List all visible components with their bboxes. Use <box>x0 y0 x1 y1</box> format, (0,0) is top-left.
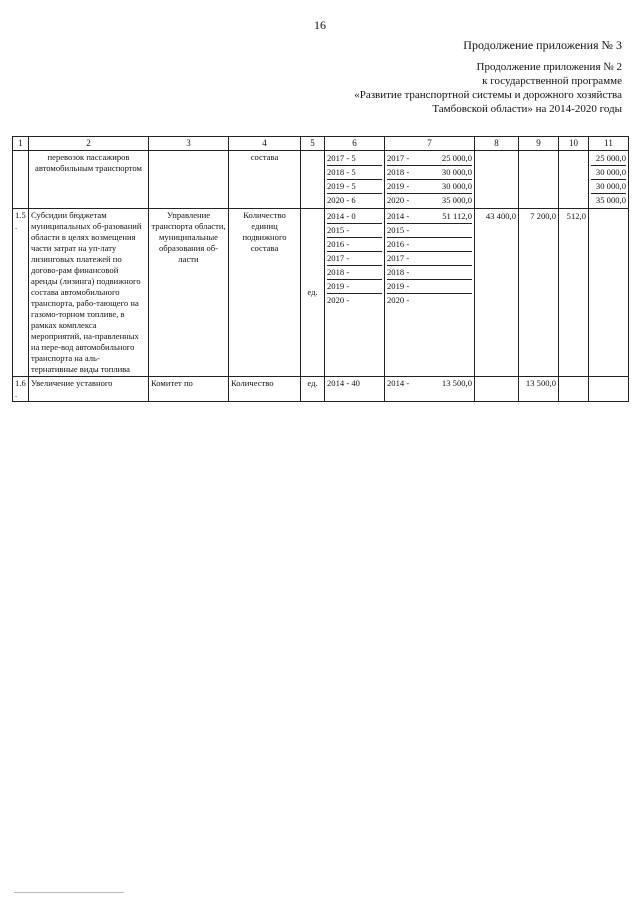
table-row <box>13 209 629 377</box>
year-label: 2017 - <box>387 251 472 265</box>
year-label: 2016 - <box>387 237 472 251</box>
appendix-line-2: к государственной программе <box>482 75 622 87</box>
column-header: 3 <box>149 137 229 151</box>
indicator-value: 2017 - <box>327 251 382 265</box>
scan-line <box>14 892 124 893</box>
amount: 25 000,0 <box>441 153 472 163</box>
unit: ед. <box>301 209 325 377</box>
year-label: 2020 - <box>387 293 472 307</box>
amount: 512,0 <box>566 211 586 221</box>
page-number: 16 <box>314 18 326 32</box>
column-header: 6 <box>325 137 385 151</box>
indicator-value: 2019 - 5 <box>327 179 382 193</box>
amount: 25 000,0 <box>595 153 626 163</box>
year-label: 2014 - <box>387 211 410 221</box>
measure-name: перевозок пассажиров автомобильным транспортом <box>29 151 149 209</box>
amount: 43 400,0 <box>485 211 516 221</box>
executor: Комитет по <box>149 377 229 402</box>
indicator-value: 2020 - <box>327 293 382 307</box>
indicator-value: 2016 - <box>327 237 382 251</box>
indicator-value: 2018 - 5 <box>327 165 382 179</box>
indicator-value: 2017 - 5 <box>327 153 356 163</box>
indicator-value: 2020 - 6 <box>327 193 382 207</box>
column-header: 8 <box>475 137 519 151</box>
amount: 13 500,0 <box>519 377 559 402</box>
table-header-row <box>13 137 629 151</box>
indicator-value: 2019 - <box>327 279 382 293</box>
column-header: 7 <box>385 137 475 151</box>
column-header: 1 <box>13 137 29 151</box>
indicator-name: Количество единиц подвижного состава <box>229 209 301 377</box>
year-label: 2019 - <box>387 181 410 191</box>
indicator-value: 2015 - <box>327 223 382 237</box>
year-label: 2018 - <box>387 167 410 177</box>
indicator-value: 2014 - 0 <box>327 211 356 221</box>
amount: 35 000,0 <box>591 193 626 207</box>
funding-by-year <box>385 151 475 209</box>
indicator-name: состава <box>229 151 301 209</box>
indicator-values <box>325 151 385 209</box>
column-header: 10 <box>559 137 589 151</box>
table-row <box>13 151 629 209</box>
row-number: 1.5. <box>13 209 29 377</box>
amount: 35 000,0 <box>441 195 472 205</box>
column-header: 11 <box>589 137 629 151</box>
column-header: 5 <box>301 137 325 151</box>
amount: 30 000,0 <box>591 179 626 193</box>
year-label: 2019 - <box>387 279 472 293</box>
funding-by-year <box>385 209 475 377</box>
column-header: 9 <box>519 137 559 151</box>
program-table <box>12 136 629 402</box>
funding-column-11 <box>589 151 629 209</box>
appendix-line-1: Продолжение приложения № 2 <box>476 61 622 73</box>
executor: Управление транспорта области, муниципальные образования об-ласти <box>149 209 229 377</box>
appendix-line-4: Тамбовской области» на 2014-2020 годы <box>432 103 622 115</box>
amount: 30 000,0 <box>591 165 626 179</box>
indicator-name: Количество <box>229 377 301 402</box>
unit: ед. <box>301 377 325 402</box>
year-label: 2020 - <box>387 195 410 205</box>
measure-name: Увеличение уставного <box>29 377 149 402</box>
table-row <box>13 377 629 402</box>
amount: 30 000,0 <box>441 167 472 177</box>
indicator-value: 2014 - 40 <box>325 377 385 402</box>
measure-name: Субсидии бюджетам муниципальных об-разований области в целях возмещения части затрат на уп-лату лизинговых платежей по догово-рам финансовой аренды (лизинга) подвижного состава автомобильного транспорта, рабо-тающего на газомо-торном топливе, в рамках комплекса мероприятий, на-правленных на пере-вод автомобильного транспорта на аль-тернативные виды топлива <box>29 209 149 377</box>
appendix-reference <box>354 60 622 116</box>
column-header: 4 <box>229 137 301 151</box>
continuation-title: Продолжение приложения № 3 <box>463 38 622 52</box>
indicator-value: 2018 - <box>327 265 382 279</box>
appendix-line-3: «Развитие транспортной системы и дорожного хозяйства <box>354 89 622 101</box>
amount: 13 500,0 <box>441 378 472 388</box>
year-label: 2018 - <box>387 265 472 279</box>
row-number: 1.6. <box>13 377 29 402</box>
year-label: 2017 - <box>387 153 410 163</box>
amount: 7 200,0 <box>530 211 556 221</box>
page-header <box>12 14 628 136</box>
year-label: 2015 - <box>387 223 472 237</box>
amount: 30 000,0 <box>441 181 472 191</box>
column-header: 2 <box>29 137 149 151</box>
indicator-values <box>325 209 385 377</box>
year-label: 2014 - <box>387 378 410 388</box>
amount: 51 112,0 <box>442 211 472 221</box>
